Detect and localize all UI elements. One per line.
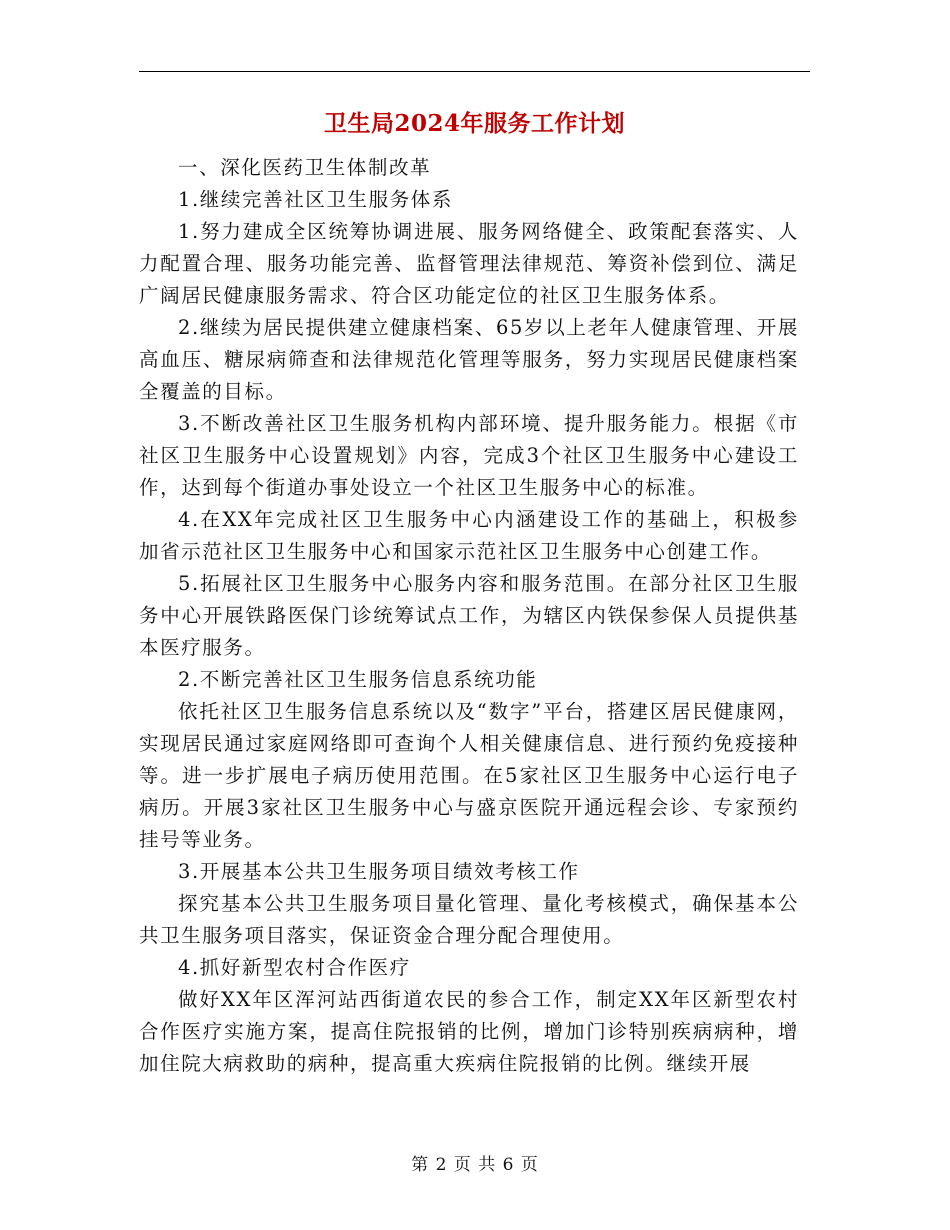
subsection-heading: 4.抓好新型农村合作医疗 [178, 956, 411, 979]
page-number: 第 2 页 共 6 页 [411, 1155, 539, 1175]
paragraph: 4.在XX年完成社区卫生服务中心内涵建设工作的基础上，积极参加省示范社区卫生服务中心和国家示范社区卫生服务中心创建工作。 [139, 508, 799, 563]
paragraph: 2.继续为居民提供建立健康档案、65岁以上老年人健康管理、开展高血压、糖尿病筛查和法律规范化管理等服务，努力实现居民健康档案全覆盖的目标。 [139, 316, 799, 403]
paragraph: 做好XX年区浑河站西街道农民的参合工作，制定XX年区新型农村合作医疗实施方案，提高住院报销的比例，增加门诊特别疾病病种，增加住院大病救助的病种，提高重大疾病住院报销的比例。继续开展 [139, 988, 799, 1075]
section-heading: 一、深化医药卫生体制改革 [178, 156, 432, 179]
subsection-heading: 3.开展基本公共卫生服务项目绩效考核工作 [178, 860, 580, 883]
paragraph: 探究基本公共卫生服务项目量化管理、量化考核模式，确保基本公共卫生服务项目落实，保证资金合理分配合理使用。 [139, 892, 799, 947]
paragraph: 依托社区卫生服务信息系统以及“数字”平台，搭建区居民健康网，实现居民通过家庭网络即可查询个人相关健康信息、进行预约免疫接种等。进一步扩展电子病历使用范围。在5家社区卫生服务中心运行电子病历。开展3家社区卫生服务中心与盛京医院开通远程会诊、专家预约挂号等业务。 [139, 700, 799, 851]
subsection-heading: 1.继续完善社区卫生服务体系 [178, 188, 454, 211]
paragraph: 5.拓展社区卫生服务中心服务内容和服务范围。在部分社区卫生服务中心开展铁路医保门诊统筹试点工作，为辖区内铁保参保人员提供基本医疗服务。 [139, 572, 799, 659]
paragraph: 1.努力建成全区统筹协调进展、服务网络健全、政策配套落实、人力配置合理、服务功能完善、监督管理法律规范、筹资补偿到位、满足广阔居民健康服务需求、符合区功能定位的社区卫生服务体系。 [139, 220, 799, 307]
paragraph: 3.不断改善社区卫生服务机构内部环境、提升服务能力。根据《市社区卫生服务中心设置规划》内容，完成3个社区卫生服务中心建设工作，达到每个街道办事处设立一个社区卫生服务中心的标准。 [139, 412, 799, 499]
document-body [139, 152, 799, 1080]
header-rule [139, 71, 810, 72]
subsection-heading: 2.不断完善社区卫生服务信息系统功能 [178, 668, 538, 691]
document-title: 卫生局2024年服务工作计划 [323, 110, 625, 137]
